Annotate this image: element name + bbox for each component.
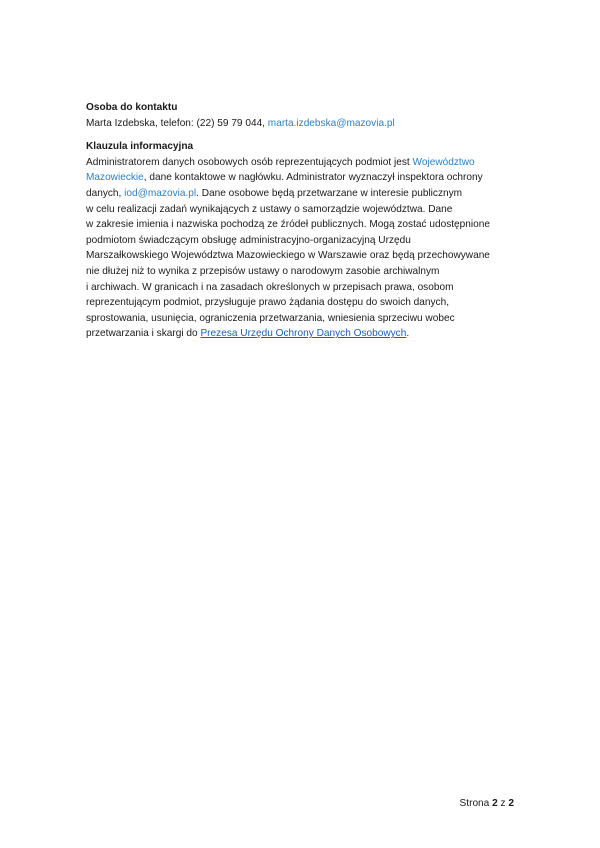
clause-text: Administratorem danych osobowych osób reprezentujących podmiot jest: [86, 156, 413, 168]
clause-line: nie dłużej niż to wynika z przepisów ustawy o narodowym zasobie archiwalnym: [86, 265, 440, 277]
clause-text: . Dane osobowe będą przetwarzane w interesie publicznym: [196, 187, 463, 199]
clause-line: podmiotom świadczącym obsługę administracyjno-organizacyjną Urzędu: [86, 234, 411, 246]
clause-link-uodo[interactable]: Prezesa Urzędu Ochrony Danych Osobowych: [200, 328, 407, 340]
clause-line: [86, 155, 526, 171]
clause-line: [86, 170, 526, 186]
clause-line: i archiwach. W granicach i na zasadach określonych w przepisach prawa, osobom: [86, 281, 454, 293]
clause-text: danych,: [86, 187, 125, 199]
clause-link-iod-email[interactable]: iod@mazovia.pl: [124, 187, 197, 199]
contact-details: Marta Izdebska, telefon: (22) 59 79 044,: [86, 117, 268, 129]
clause-link-wojewodztwo[interactable]: Województwo: [412, 156, 475, 168]
clause-text: .: [406, 328, 410, 340]
clause-link-mazowieckie[interactable]: Mazowieckie: [86, 172, 144, 184]
clause-line: w zakresie imienia i nazwiska pochodzą ze źródeł publicznych. Mogą zostać udostępnione: [86, 219, 490, 231]
clause-line: [86, 186, 526, 202]
contact-heading: Osoba do kontaktu: [86, 102, 178, 113]
clause-heading: Klauzula informacyjna: [86, 141, 194, 153]
clause-text: przetwarzania i skargi do: [86, 328, 201, 340]
page-number: [460, 797, 514, 811]
clause-line: Marszałkowskiego Województwa Mazowieckiego w Warszawie oraz będą przechowywane: [86, 250, 490, 262]
clause-line: w celu realizacji zadań wynikających z ustawy o samorządzie województwa. Dane: [86, 203, 453, 215]
page-number-label: Strona: [459, 798, 493, 809]
clause-line: [86, 326, 526, 342]
clause-text: , dane kontaktowe w nagłówku. Administrator wyznaczył inspektora ochrony: [143, 172, 483, 184]
contact-email-link[interactable]: marta.izdebska@mazovia.pl: [267, 117, 395, 129]
clause-line: reprezentującym podmiot, przysługuje prawo żądania dostępu do swoich danych,: [86, 297, 450, 309]
clause-line: sprostowania, usunięcia, ograniczenia przetwarzania, wniesienia sprzeciwu wobec: [86, 312, 455, 324]
section-spacer: [86, 131, 526, 139]
page-number-separator: z: [497, 798, 509, 809]
page-number-current: 2: [492, 798, 498, 809]
document-body: [86, 100, 526, 342]
page-number-total: 2: [508, 798, 514, 809]
contact-line: [86, 116, 526, 132]
